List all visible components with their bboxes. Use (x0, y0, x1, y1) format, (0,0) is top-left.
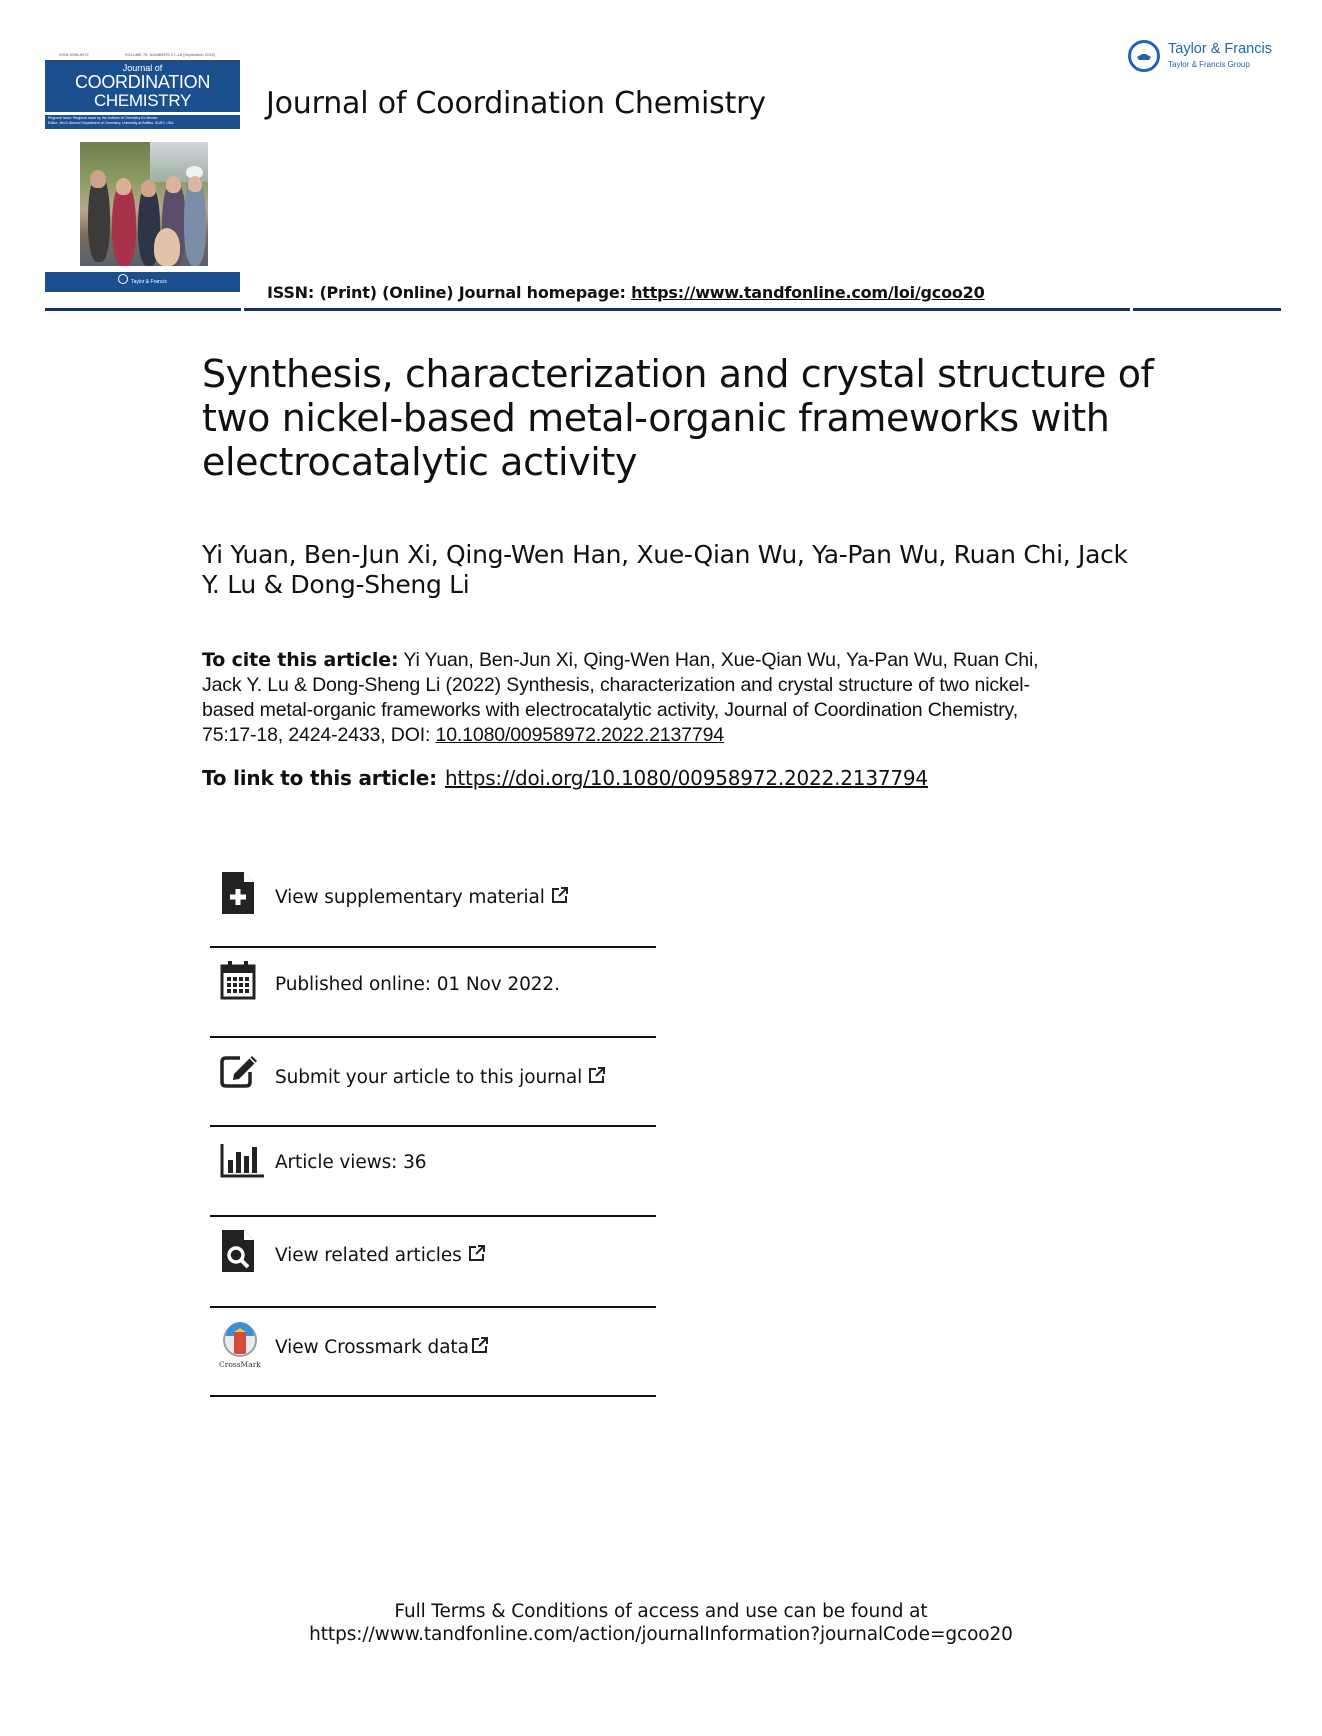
cover-banner-line3: CHEMISTRY (93, 91, 192, 110)
citation-line4: 75:17-18, 2424-2433, DOI: (202, 724, 436, 746)
cover-banner-line2: COORDINATION (74, 72, 211, 92)
journal-title: Journal of Coordination Chemistry (266, 86, 766, 121)
crossmark-row[interactable] (210, 1322, 656, 1370)
bar-chart-icon (220, 1144, 264, 1178)
cover-volume: VOLUME 75, NUMBERS 17–18 (September 2022) (125, 52, 216, 57)
cover-publisher: Taylor & Francis (131, 279, 167, 285)
row-divider (210, 946, 656, 948)
article-authors (202, 540, 1162, 600)
article-link-block (202, 766, 928, 790)
article-title-line1: Synthesis, characterization and crystal structure of (202, 352, 1154, 396)
published-online-row (210, 960, 656, 1004)
crossmark-label: View Crossmark data (275, 1336, 489, 1358)
cover-photo (80, 142, 208, 266)
calendar-icon (220, 960, 256, 1000)
cover-editor-line2: Editor: Jim D Atwood Department of Chemistry, University at Buffalo, SUNY, USA (48, 120, 174, 125)
published-online-label: Published online: 01 Nov 2022. (275, 974, 560, 995)
citation-block (202, 648, 1132, 748)
edit-pencil-icon (220, 1052, 260, 1088)
article-doi-url[interactable]: https://doi.org/10.1080/00958972.2022.2137794 (444, 766, 928, 790)
row-divider (210, 1395, 656, 1397)
supplementary-material-row[interactable] (210, 872, 656, 916)
publisher-name: Taylor & Francis (1168, 41, 1272, 57)
footer-terms-link[interactable]: https://www.tandfonline.com/action/journalInformation?journalCode=gcoo20 (309, 1624, 1013, 1645)
cover-issn: ISSN 0095-8972 (59, 52, 89, 57)
issn-line (267, 283, 985, 302)
crossmark-logo-text: CrossMark (219, 1360, 261, 1369)
footer-terms (0, 1600, 1322, 1646)
publisher-logo[interactable] (1128, 36, 1283, 80)
external-link-icon (551, 886, 569, 904)
citation-label: To cite this article: (202, 649, 399, 671)
row-divider (210, 1306, 656, 1308)
article-title-line3: electrocatalytic activity (202, 440, 638, 484)
authors-line1: Yi Yuan, Ben-Jun Xi, Qing-Wen Han, Xue-Qian Wu, Ya-Pan Wu, Ruan Chi, Jack (202, 540, 1128, 569)
header-rule (45, 308, 1281, 311)
issn-label: ISSN: (Print) (Online) Journal homepage: (267, 283, 632, 302)
row-divider (210, 1215, 656, 1217)
authors-line2: Y. Lu & Dong-Sheng Li (202, 570, 470, 599)
journal-cover-thumbnail[interactable] (45, 52, 240, 294)
cover-meta (45, 52, 240, 60)
citation-doi-link[interactable]: 10.1080/00958972.2022.2137794 (435, 724, 724, 746)
external-link-icon (468, 1244, 486, 1262)
crossmark-icon (220, 1322, 262, 1370)
citation-line2: Jack Y. Lu & Dong-Sheng Li (2022) Synthesis, characterization and crystal structure of two nickel- (202, 674, 1030, 696)
citation-line1: Yi Yuan, Ben-Jun Xi, Qing-Wen Han, Xue-Qian Wu, Ya-Pan Wu, Ruan Chi, (398, 649, 1039, 671)
cover-editor-line1: Regional Issue: Regional Issue by the Authors of Chemistry Ex Mexico (48, 116, 158, 120)
footer-line1: Full Terms & Conditions of access and use can be found at (394, 1601, 928, 1622)
citation-line3: based metal-organic frameworks with electrocatalytic activity, Journal of Coordination Chemistry, (202, 699, 1018, 721)
document-plus-icon (220, 872, 256, 914)
cover-banner (45, 60, 240, 112)
supplementary-material-label: View supplementary material (275, 886, 569, 908)
cover-banner-line1: Journal of (122, 63, 163, 73)
related-articles-label: View related articles (275, 1244, 486, 1266)
publisher-logo-icon (1128, 40, 1160, 72)
article-views-label: Article views: 36 (275, 1152, 427, 1173)
article-title-line2: two nickel-based metal-organic frameworks with (202, 396, 1110, 440)
journal-homepage-link[interactable]: https://www.tandfonline.com/loi/gcoo20 (631, 283, 985, 302)
submit-article-label: Submit your article to this journal (275, 1066, 606, 1088)
cover-editor-strip (45, 115, 240, 129)
external-link-icon (588, 1066, 606, 1084)
article-title (202, 352, 1162, 484)
submit-article-row[interactable] (210, 1052, 656, 1096)
publisher-group: Taylor & Francis Group (1168, 60, 1250, 69)
external-link-icon (471, 1336, 489, 1354)
document-search-icon (220, 1230, 256, 1272)
row-divider (210, 1125, 656, 1127)
related-articles-row[interactable] (210, 1230, 656, 1274)
cover-publisher-icon (118, 274, 128, 284)
crossmark-emblem (220, 1322, 262, 1358)
article-views-row (210, 1140, 656, 1184)
article-link-label: To link to this article: (202, 766, 437, 790)
row-divider (210, 1036, 656, 1038)
cover-publisher-strip (45, 272, 240, 292)
